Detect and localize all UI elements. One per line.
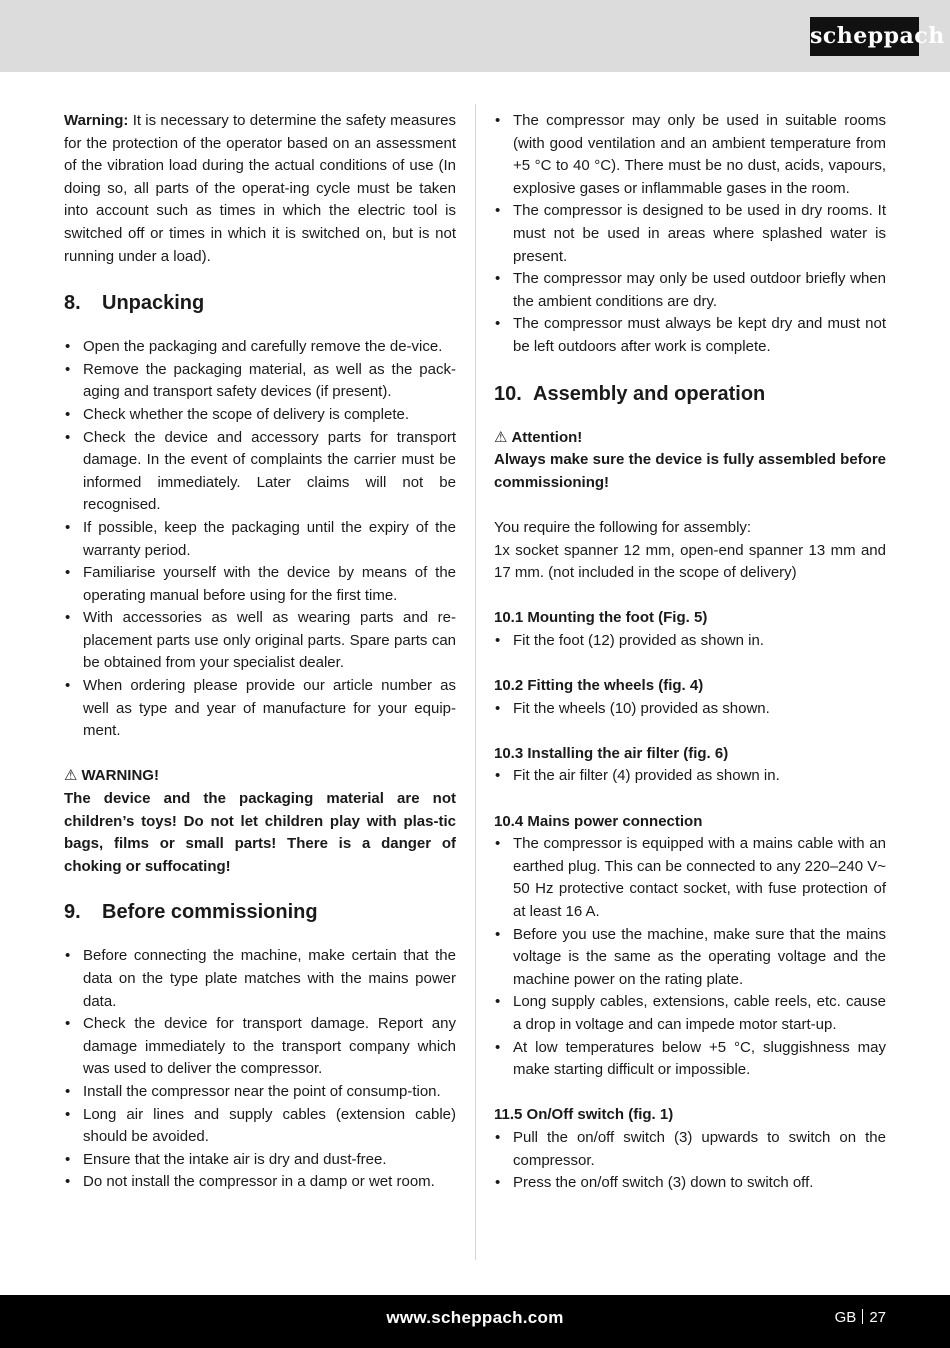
mains-power-list [494,833,886,1082]
list-item: • The compressor is designed to be used in dry rooms. It must not be used in areas where splashed water is present. [494,200,886,268]
attention-title: Attention! [511,428,583,446]
list-item: • Ensure that the intake air is dry and dust-free. [64,1149,456,1172]
warning-body: The device and the packaging material are not children’s toys! Do not let children play with plas-tic bags, films or small parts! There is a danger of choking or suffocating! [64,790,456,875]
section-number: 8. [64,292,81,315]
section-10-heading [494,381,886,407]
list-item: • The compressor may only be used in suitable rooms (with good ventilation and an ambient temperature from +5 °C to 40 °C). There must be no dust, acids, vapours, explosive gases or inflammable gases in the room. [494,110,886,200]
list-item: • Remove the packaging material, as well as the pack-aging and transport safety devices (if present). [64,359,456,404]
language-code: GB [834,1309,857,1326]
warning-triangle-icon: ⚠ [64,767,78,785]
list-item: • When ordering please provide our article number as well as type and year of manufacture for your equip-ment. [64,675,456,743]
footer-bar [0,1295,950,1348]
list-item: • Check the device and accessory parts for transport damage. In the event of complaints the carrier must be informed immediately. Later claims will not be recognised. [64,427,456,517]
warning-heading [64,765,456,788]
list-item: • Press the on/off switch (3) down to switch off. [494,1172,886,1195]
warning-text: It is necessary to determine the safety measures for the protection of the operator based on an assessment of the vibration load during the actual conditions of use (In doing so, all parts of the operat-ing cycle must be taken into account such as times in which the electric tool is switched off or times in which it is switched on, but is not running under a load). [64,112,456,265]
section-8-heading [64,290,456,316]
section-title: Before commissioning [102,901,318,924]
list-item: • Check whether the scope of delivery is complete. [64,404,456,427]
wheels-list [494,698,886,721]
page-number: 27 [869,1309,886,1326]
subsection-10-3-heading: 10.3 Installing the air filter (fig. 6) [494,744,729,762]
assembly-requirements: You require the following for assembly: [494,518,752,536]
list-item: • Fit the wheels (10) provided as shown. [494,698,886,721]
list-item: • If possible, keep the packaging until the expiry of the warranty period. [64,517,456,562]
column-divider [475,104,476,1260]
left-column [64,110,456,1194]
warning-triangle-icon: ⚠ [494,428,508,446]
brand-logo: scheppach [810,17,919,56]
list-item: • Long air lines and supply cables (extension cable) should be avoided. [64,1104,456,1149]
air-filter-list [494,765,886,788]
section-number: 10. [494,382,522,405]
subsection-10-1-heading: 10.1 Mounting the foot (Fig. 5) [494,609,708,627]
assembly-tools: 1x socket spanner 12 mm, open-end spanner 13 mm and 17 mm. (not included in the scope of delivery) [494,541,886,582]
right-column [494,110,886,1195]
list-item: • Open the packaging and carefully remove the de-vice. [64,336,456,359]
subsection-10-2-heading: 10.2 Fitting the wheels (fig. 4) [494,677,704,695]
list-item: • The compressor must always be kept dry and must not be left outdoors after work is complete. [494,313,886,358]
list-item: • Before connecting the machine, make certain that the data on the type plate matches with the mains power data. [64,945,456,1013]
separator [862,1309,863,1324]
unpacking-list [64,336,456,743]
website-url: www.scheppach.com [386,1308,564,1327]
list-item: • Fit the foot (12) provided as shown in. [494,630,886,653]
list-item: • The compressor is equipped with a mains cable with an earthed plug. This can be connected to any 220–240 V~ 50 Hz protective contact socket, with fuse protection of at least 16 A. [494,833,886,923]
list-item: • With accessories as well as wearing parts and re-placement parts use only original parts. Spare parts can be obtained from your specialist dealer. [64,607,456,675]
subsection-10-4-heading: 10.4 Mains power connection [494,812,703,830]
section-title: Unpacking [102,292,205,315]
list-item: • Install the compressor near the point of consump-tion. [64,1081,456,1104]
list-item: • Pull the on/off switch (3) upwards to switch on the compressor. [494,1127,886,1172]
commissioning-list [64,945,456,1194]
list-item: • Fit the air filter (4) provided as shown in. [494,765,886,788]
vibration-warning [64,110,456,268]
list-item: • Before you use the machine, make sure that the mains voltage is the same as the operating voltage and the machine power on the rating plate. [494,924,886,992]
section-number: 9. [64,901,81,924]
switch-list [494,1127,886,1195]
warning-title: WARNING! [81,767,159,785]
list-item: • Long supply cables, extensions, cable reels, etc. cause a drop in voltage and can impede motor start-up. [494,991,886,1036]
attention-body: Always make sure the device is fully assembled before commissioning! [494,451,886,491]
location-list [494,110,886,359]
list-item: • The compressor may only be used outdoor briefly when the ambient conditions are dry. [494,268,886,313]
warning-label: Warning: [64,112,129,129]
list-item: • At low temperatures below +5 °C, sluggishness may make starting difficult or impossible. [494,1037,886,1082]
list-item: • Check the device for transport damage. Report any damage immediately to the transport company which was used to deliver the compressor. [64,1013,456,1081]
attention-heading [494,427,886,450]
section-title: Assembly and operation [533,382,766,405]
section-9-heading [64,899,456,925]
list-item: • Do not install the compressor in a damp or wet room. [64,1171,456,1194]
header-bar [0,0,950,72]
page-indicator [835,1309,886,1326]
foot-list [494,630,886,653]
subsection-11-5-heading: 11.5 On/Off switch (fig. 1) [494,1106,674,1124]
list-item: • Familiarise yourself with the device by means of the operating manual before using for the first time. [64,562,456,607]
